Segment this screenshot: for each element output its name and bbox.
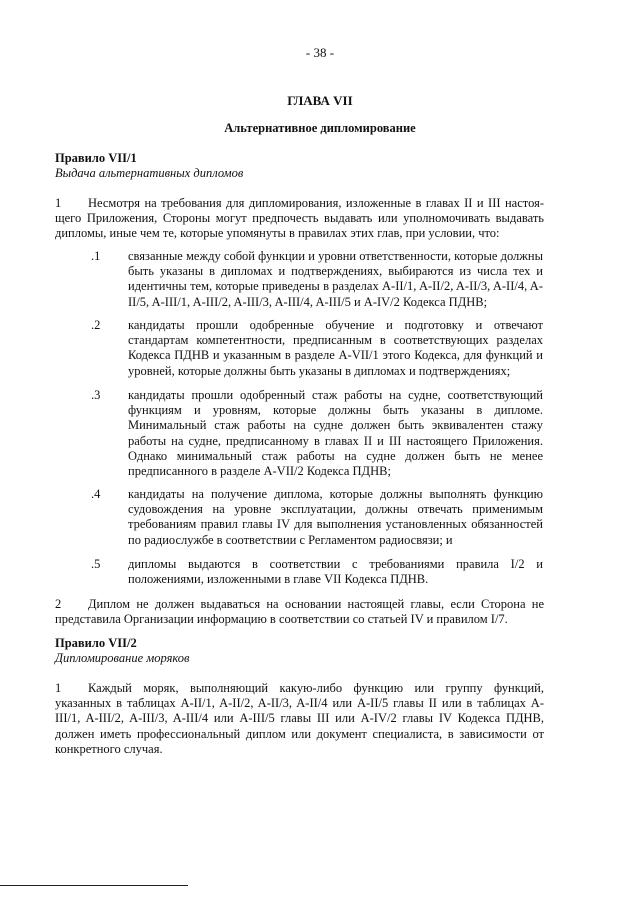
item-number: .1 — [91, 249, 101, 263]
chapter-title: Альтернативное дипломирование — [224, 121, 416, 135]
footnote-separator — [0, 885, 188, 886]
paragraph-number: 1 — [55, 196, 62, 210]
list-item — [91, 388, 543, 479]
item-text: связанные между собой функции и уровни ответственности, которые должны быть указаны в дипломах и подтверждениях, выбираются из числа тех и идентичны тем, которые приведены в разделах A-II/1, A-II/2, A-II/3, A-II/4, A-II/5, A-III/1, A-III/2, A-III/3, A-III/4, A-III/5 и A-IV/2 Кодекса ПДНВ; — [128, 249, 543, 309]
item-text: кандидаты прошли одобренный стаж работы на судне, соответствующий функциям и уровням, которые должны быть указаны в дипломе. Минимальный стаж работы на судне должен быть эквивалентен стажу работы на судне, предписанному в главах II и III настоящего Приложения. Однако минимальный стаж работы на судне должен быть не менее предписанного в разделе A-VII/2 Кодекса ПДНВ; — [128, 388, 543, 479]
paragraph-number: 2 — [55, 597, 62, 611]
rule2-paragraph-1 — [55, 681, 544, 757]
paragraph-text: Несмотря на требования для дипломирования, изложенные в главах II и III настоящего Приложения, Стороны могут предпочесть выдавать или уполномочивать выдавать дипломы, иные чем те, которые упомянуты в правилах этих глав, при условии, что: — [55, 196, 544, 241]
item-number: .4 — [91, 487, 101, 501]
item-number: .3 — [91, 388, 101, 402]
rule1-paragraph-1 — [55, 196, 544, 242]
item-text: дипломы выдаются в соответствии с требованиями правила I/2 и положениями, изложенными в главе VII Кодекса ПДНВ. — [128, 557, 543, 587]
list-item — [91, 487, 543, 548]
item-number: .2 — [91, 318, 101, 332]
list-item — [91, 318, 543, 379]
rule1-title: Правило VII/1 — [55, 151, 137, 165]
rule2-heading — [55, 636, 545, 666]
item-number: .5 — [91, 557, 101, 571]
paragraph-text: Диплом не должен выдаваться на основании настоящей главы, если Сторона не представила Организации информацию в соответствии со статьей IV и правилом I/7. — [55, 597, 544, 627]
chapter-heading: ГЛАВА VII — [287, 93, 353, 108]
paragraph-number: 1 — [55, 681, 62, 695]
item-text: кандидаты на получение диплома, которые должны выполнять функцию судовождения на уровне эксплуатации, должны отвечать применимым требованиям правил главы IV для выполнения установленных обязанностей по радиослужбе в соответствии с Регламентом радиосвязи; и — [128, 487, 543, 547]
rule1-heading — [55, 151, 545, 181]
rule2-title: Правило VII/2 — [55, 636, 137, 650]
list-item — [91, 557, 543, 587]
rule1-subtitle: Выдача альтернативных дипломов — [55, 166, 244, 180]
rule2-subtitle: Дипломирование моряков — [55, 651, 190, 665]
item-text: кандидаты прошли одобренные обучение и подготовку и отвечают стандартам компетентности, предписанным в соответствующих разделах Кодекса ПДНВ и указанным в разделе A-VII/1 этого Кодекса, для функций и уровней, которые должны быть указаны в дипломах и подтверждениях; — [128, 318, 543, 378]
rule1-paragraph-2 — [55, 597, 544, 627]
paragraph-text: Каждый моряк, выполняющий какую-либо функцию или группу функций, указанных в таблицах A-II/1, A-II/2, A-II/3, A-II/4 или A-II/5 главы II или в таблицах A-III/1, A-III/2, A-III/3, A-III/4 или A-III/5 главы III или A-IV/2 главы IV Кодекса ПДНВ, должен иметь профессиональный диплом или документ специалиста, в зависимости от конкретного случая. — [55, 681, 544, 756]
page-number: - 38 - — [305, 45, 335, 60]
list-item — [91, 249, 543, 310]
